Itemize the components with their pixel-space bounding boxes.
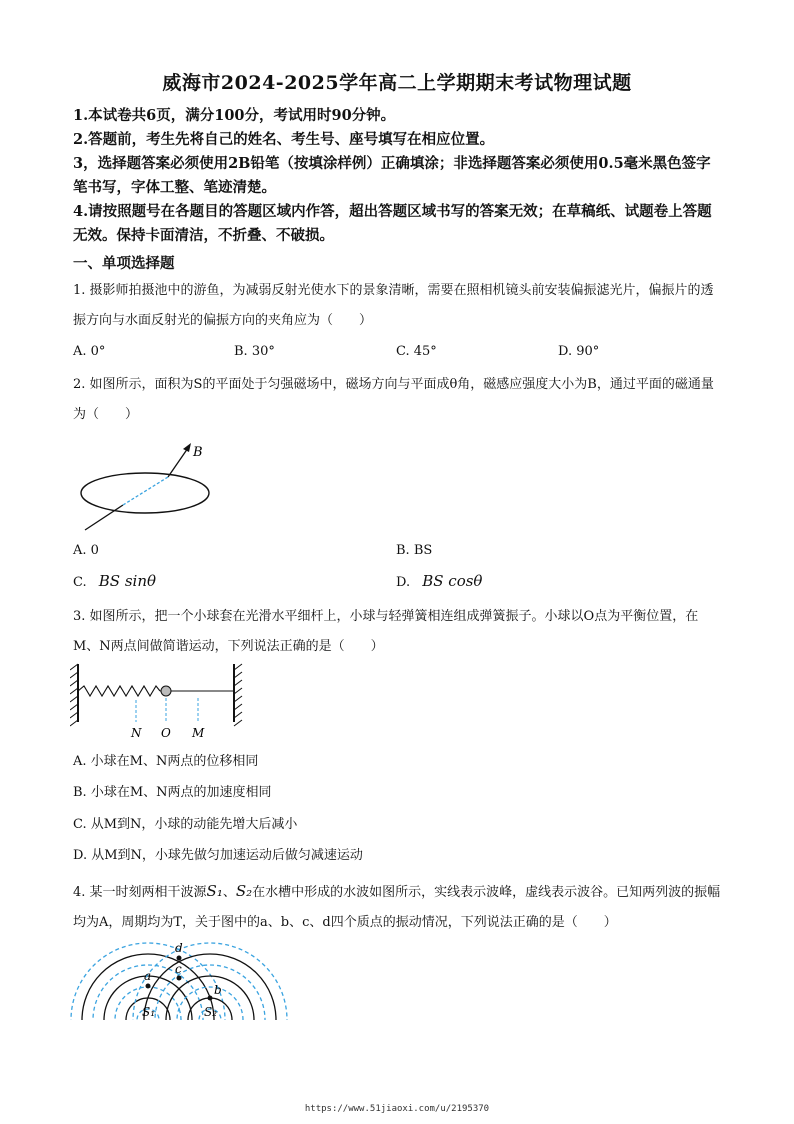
field-line-dashed	[123, 477, 168, 505]
footer-url[interactable]: https://www.51jiaoxi.com/u/2195370	[304, 1104, 490, 1114]
q3-option-c: C. 从M到N，小球的动能先增大后减小	[73, 817, 298, 832]
q2-option-d	[396, 572, 482, 590]
question-2-text: 2. 如图所示，面积为S的平面处于匀强磁场中，磁场方向与平面成θ角，磁感应强度大小为B，通过平面的磁通量为（ ）	[73, 377, 714, 422]
left-wall-hatch	[70, 664, 78, 726]
field-label-b: B	[193, 445, 203, 460]
q3-option-d: D. 从M到N，小球先做匀加速运动后做匀减速运动	[73, 848, 363, 863]
q3-option-b: B. 小球在M、N两点的加速度相同	[73, 785, 272, 800]
q3-option-a: A. 小球在M、N两点的位移相同	[73, 754, 259, 769]
q1-option-a: A. 0°	[73, 344, 106, 359]
label-b: b	[214, 983, 222, 997]
arrow-head-icon	[183, 443, 191, 452]
q4-text-b: 在水槽中形成的水波如图所示，实线表示波峰，虚线表示波谷。已知两列波的振幅均为A，周期均为T，关于图中的a、b、c、d四个质点的振动情况，下列说法正确的是（ ）	[73, 885, 721, 930]
note-4: 4.请按照题号在各题目的答题区域内作答，超出答题区域书写的答案无效；在草稿纸、试题卷上答题无效。保持卡面清洁，不折叠、不破损。	[73, 203, 712, 244]
point-b	[208, 996, 213, 1001]
q2-option-d-formula: BS cosθ	[422, 572, 483, 590]
plane-ellipse	[81, 473, 209, 513]
label-s2: S₂	[204, 1005, 218, 1019]
point-d	[177, 956, 182, 961]
q1-option-b: B. 30°	[234, 344, 275, 359]
q2-figure	[73, 438, 233, 533]
q2-option-c-formula: BS sinθ	[98, 572, 157, 590]
right-wall-hatch	[234, 664, 242, 726]
ball	[161, 686, 171, 696]
spring	[78, 686, 160, 696]
q1-option-d: D. 90°	[558, 344, 600, 359]
question-3-text: 3. 如图所示，把一个小球套在光滑水平细杆上，小球与轻弹簧相连组成弹簧振子。小球以O点为平衡位置，在M、N两点间做简谐运动，下列说法正确的是（ ）	[73, 609, 699, 654]
note-3: 3，选择题答案必须使用2B铅笔（按填涂样例）正确填涂；非选择题答案必须使用0.5毫米黑色签字笔书写，字体工整、笔迹清楚。	[73, 155, 711, 196]
q2-option-c	[73, 572, 156, 590]
label-d: d	[175, 941, 183, 955]
q2-option-d-label: D.	[396, 575, 411, 590]
q4-separator: 、	[222, 885, 236, 900]
point-a	[146, 984, 151, 989]
section-heading: 一、单项选择题	[73, 255, 175, 272]
q2-option-c-label: C.	[73, 575, 87, 590]
q3-figure	[70, 660, 250, 740]
label-n: N	[131, 726, 142, 740]
question-4-text	[73, 876, 723, 938]
q4-source-s2: S₂	[235, 882, 253, 900]
field-line-upper	[168, 448, 188, 477]
label-s1: S₁	[142, 1005, 156, 1019]
question-1-text: 1. 摄影师拍摄池中的游鱼，为减弱反射光使水下的景象清晰，需要在照相机镜头前安装偏振滤光片，偏振片的透振方向与水面反射光的偏振方向的夹角应为（ ）	[73, 283, 714, 328]
point-c	[177, 976, 182, 981]
label-m: M	[192, 726, 205, 740]
q4-text-a: 4. 某一时刻两相干波源	[73, 885, 207, 900]
label-a: a	[144, 969, 152, 983]
label-o: O	[161, 726, 171, 740]
q2-option-a: A. 0	[73, 543, 99, 558]
q4-figure	[70, 938, 300, 1024]
q2-option-b: B. BS	[396, 543, 433, 558]
note-1: 1.本试卷共6页，满分100分，考试用时90分钟。	[73, 107, 396, 124]
label-c: c	[175, 962, 182, 976]
note-2: 2.答题前，考生先将自己的姓名、考生号、座号填写在相应位置。	[73, 131, 495, 148]
q1-option-c: C. 45°	[396, 344, 437, 359]
page-title: 威海市2024-2025学年高二上学期期末考试物理试题	[162, 72, 632, 94]
q4-source-s1: S₁	[206, 882, 223, 900]
